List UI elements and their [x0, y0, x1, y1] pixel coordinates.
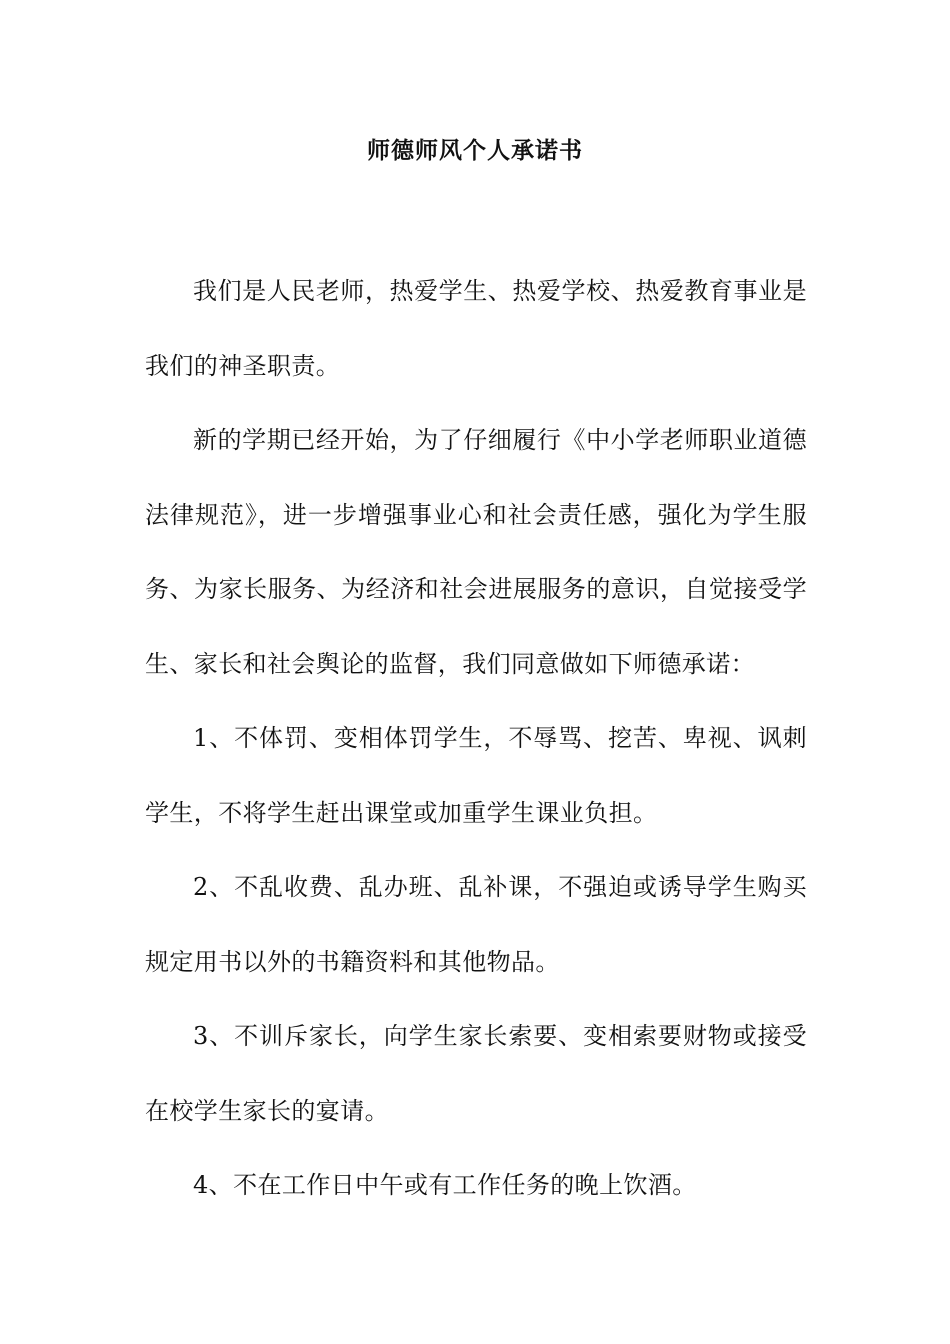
paragraph-pledge-3: 3、不训斥家长，向学生家长索要、变相索要财物或接受在校学生家长的宴请。 — [145, 1022, 807, 1125]
paragraph-pledge-2: 2、不乱收费、乱办班、乱补课，不强迫或诱导学生购买规定用书以外的书籍资料和其他物品。 — [145, 873, 807, 976]
paragraph-intro: 我们是人民老师，热爱学生、热爱学校、热爱教育事业是我们的神圣职责。 — [145, 277, 807, 380]
paragraph-pledge-1: 1、不体罚、变相体罚学生，不辱骂、挖苦、卑视、讽刺学生，不将学生赶出课堂或加重学生课业负担。 — [145, 724, 807, 827]
paragraph-preamble: 新的学期已经开始，为了仔细履行《中小学老师职业道德法律规范》，进一步增强事业心和社会责任感，强化为学生服务、为家长服务、为经济和社会进展服务的意识，自觉接受学生、家长和社会舆论的监督，我们同意做如下师德承诺： — [145, 426, 807, 678]
document-body — [145, 254, 807, 1223]
paragraph-pledge-4: 4、不在工作日中午或有工作任务的晚上饮酒。 — [193, 1171, 697, 1199]
document-title: 师德师风个人承诺书 — [367, 137, 583, 164]
